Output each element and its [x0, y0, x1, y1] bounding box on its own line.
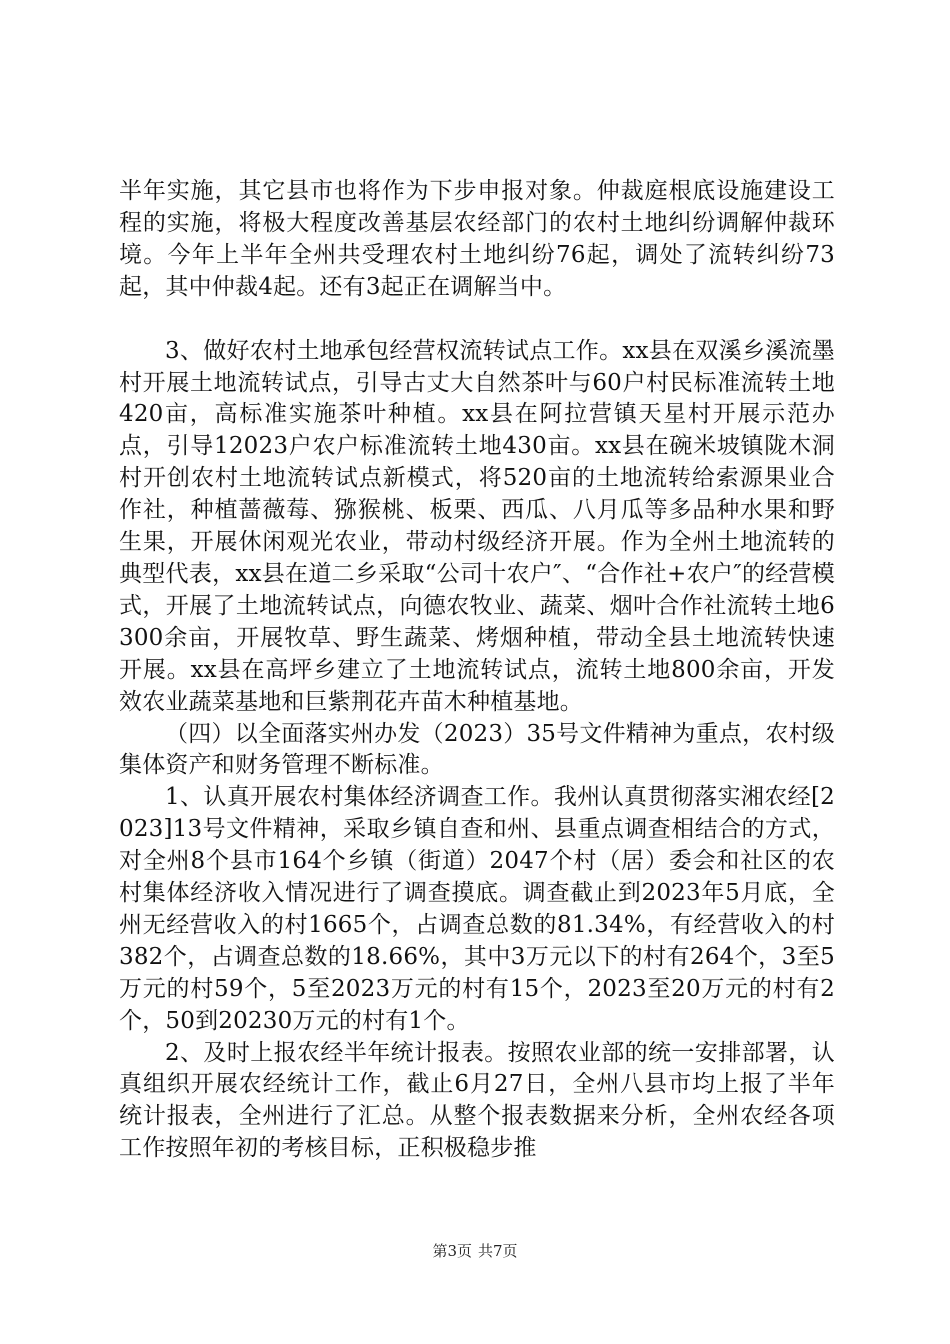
- page-total: 共7页: [478, 1242, 518, 1260]
- page-footer: [0, 1240, 950, 1261]
- paragraph-land-transfer-pilot: 3、做好农村土地承包经营权流转试点工作。xx县在双溪乡溪流墨村开展土地流转试点，引导古丈大自然茶叶与60户村民标准流转土地420亩，高标准实施茶叶种植。xx县在阿拉营镇天星村开展示范办点，引导12023户农户标准流转土地430亩。xx县在碗米坡镇陇木洞村开创农村土地流转试点新模式，将520亩的土地流转给索源果业合作社，种植蔷薇莓、猕猴桃、板栗、西瓜、八月瓜等多品种水果和野生果，开展休闲观光农业，带动村级经济开展。作为全州土地流转的典型代表，xx县在道二乡采取“公司十农户″、“合作社+农户″的经营模式，开展了土地流转试点，向德农牧业、蔬菜、烟叶合作社流转土地6300余亩，开展牧草、野生蔬菜、烤烟种植，带动全县土地流转快速开展。xx县在高坪乡建立了土地流转试点，流转土地800余亩，开发效农业蔬菜基地和巨紫荆花卉苗木种植基地。: [119, 337, 835, 715]
- paragraph-arbitration-facilities: 半年实施，其它县市也将作为下步申报对象。仲裁庭根底设施建设工程的实施，将极大程度改善基层农经部门的农村土地纠纷调解仲裁环境。今年上半年全州共受理农村土地纠纷76起，调处了流转纠纷73起，其中仲裁4起。还有3起正在调解当中。: [119, 178, 835, 300]
- paragraph-section-four-heading: （四）以全面落实州办发（2023）35号文件精神为重点，农村级集体资产和财务管理不断标准。: [119, 720, 835, 779]
- paragraph-statistics-report: 2、及时上报农经半年统计报表。按照农业部的统一安排部署，认真组织开展农经统计工作，截止6月27日，全州八县市均上报了半年统计报表，全州进行了汇总。从整个报表数据来分析，全州农经各项工作按照年初的考核目标，正积极稳步推: [119, 1039, 835, 1162]
- paragraph-collective-economy-survey: 1、认真开展农村集体经济调查工作。我州认真贯彻落实湘农经[2023]13号文件精神，采取乡镇自查和州、县重点调查相结合的方式，对全州8个县市164个乡镇（街道）2047个村（居）委会和社区的农村集体经济收入情况进行了调查摸底。调查截止到2023年5月底，全州无经营收入的村1665个，占调查总数的81.34%，有经营收入的村382个，占调查总数的18.66%，其中3万元以下的村有264个，3至5万元的村59个，5至2023万元的村有15个，2023至20万元的村有2个，50到20230万元的村有1个。: [119, 784, 835, 1034]
- page-number: 第3页: [432, 1242, 472, 1260]
- document-body: [119, 176, 835, 1165]
